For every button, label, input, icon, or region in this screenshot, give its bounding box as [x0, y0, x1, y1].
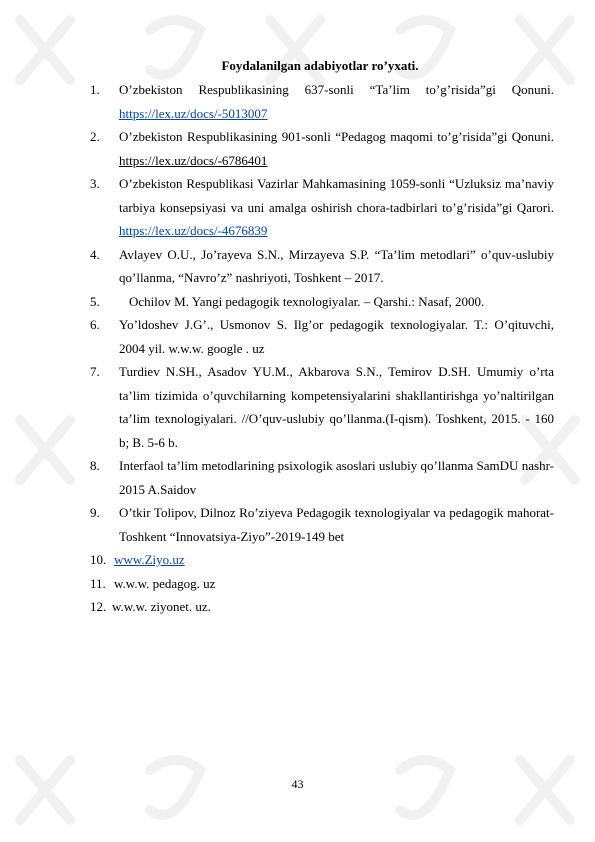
- reference-text: O’zbekiston Respublikasining 637-sonli “Ta’lim to’g’risida”gi Qonuni.: [119, 82, 554, 97]
- reference-number: 6.: [90, 317, 100, 332]
- reference-number: 5.: [90, 293, 100, 309]
- reference-number: 12.: [90, 599, 107, 614]
- reference-text: w.w.w. ziyonet. uz.: [112, 599, 211, 614]
- reference-number: 4.: [90, 246, 100, 262]
- page-number: 43: [291, 777, 304, 791]
- reference-number: 1.: [90, 82, 100, 97]
- reference-item-12: [90, 595, 554, 619]
- reference-item-10: [90, 548, 554, 572]
- reference-text: Avlayev O.U., Jo’rayeva S.N., Mirzayeva S.P. “Ta’lim metodlari” o’quv-uslubiy qo’llanma, “Navro’z” nashriyoti, Toshkent – 2017.: [119, 246, 554, 285]
- reference-item-3: [90, 172, 554, 243]
- reference-text: w.w.w. pedagog. uz: [114, 575, 216, 591]
- references-heading: Foydalanilgan adabiyotlar ro’yxati.: [221, 58, 419, 73]
- reference-item-4: [90, 243, 554, 290]
- reference-text: O’zbekiston Respublikasining 901-sonli “Pedagog maqomi to’g’risida”gi Qonuni.: [119, 129, 554, 144]
- reference-number: 10.: [90, 552, 107, 567]
- reference-item-11: [90, 572, 554, 596]
- reference-text: O’zbekiston Respublikasi Vazirlar Mahkamasining 1059-sonli “Uzluksiz ma’naviy tarbiya konsepsiyasi va uni amalga oshirish chora-tadbirlari to’g’risida”gi Qarori.: [119, 176, 554, 215]
- reference-item-2: [90, 125, 554, 172]
- reference-text: Ochilov M. Yangi pedagogik texnologiyalar. – Qarshi.: Nasaf, 2000.: [129, 293, 485, 309]
- reference-link[interactable]: https://lex.uz/docs/-6786401: [119, 152, 268, 168]
- references-list: [90, 78, 554, 619]
- reference-link[interactable]: www.Ziyo.uz: [114, 552, 185, 567]
- reference-item-5: [90, 290, 554, 314]
- reference-item-1: [90, 78, 554, 125]
- reference-number: 7.: [90, 364, 100, 379]
- reference-number: 11.: [90, 575, 106, 591]
- reference-number: 9.: [90, 505, 100, 520]
- reference-number: 2.: [90, 129, 100, 144]
- reference-text: Yo’ldoshev J.G’., Usmonov S. Ilg’or pedagogik texnologiyalar. T.: O’qituvchi, 2004 yil. w.w.w. google . uz: [119, 317, 554, 356]
- reference-item-6: [90, 313, 554, 360]
- reference-number: 8.: [90, 458, 100, 473]
- reference-link[interactable]: https://lex.uz/docs/-5013007: [119, 105, 268, 121]
- reference-text: Turdiev N.SH., Asadov YU.M., Akbarova S.N., Temirov D.SH. Umumiy o’rta ta’lim tizimida o’quvchilarning kompetensiyalarini shakllantirishga yo’naltirilgan ta’lim texnologiyalari. //O’quv-uslubiy qo’llanma.(I-qism). Toshkent, 2015. - 160 b; B. 5-6 b.: [119, 364, 554, 450]
- reference-item-8: [90, 454, 554, 501]
- reference-text: Interfaol ta’lim metodlarining psixologik asoslari uslubiy qo’llanma SamDU nashr-2015 A.Saidov: [119, 458, 554, 497]
- reference-text: O’tkir Tolipov, Dilnoz Ro’ziyeva Pedagogik texnologiyalar va pedagogik mahorat-Toshkent “Innovatsiya-Ziyo”-2019-149 bet: [119, 505, 554, 544]
- reference-item-9: [90, 501, 554, 548]
- reference-number: 3.: [90, 176, 100, 191]
- reference-item-7: [90, 360, 554, 454]
- reference-link[interactable]: https://lex.uz/docs/-4676839: [119, 223, 268, 238]
